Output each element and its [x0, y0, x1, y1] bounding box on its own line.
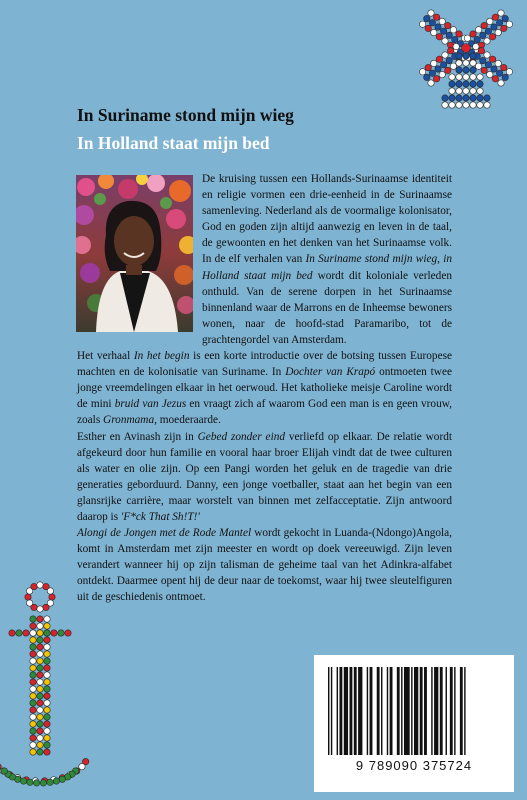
windmill-sail-bead	[501, 25, 507, 31]
windmill-sail-bead	[492, 14, 498, 20]
windmill-sail-bead	[447, 48, 453, 54]
anchor-shaft-bead	[37, 644, 43, 650]
windmill-sail-bead	[473, 43, 479, 49]
anchor-shaft-bead	[30, 637, 36, 643]
windmill-tower-bead	[477, 95, 483, 101]
blurb-paragraph-3	[77, 429, 452, 526]
blurb-text-run: Het verhaal	[77, 350, 134, 363]
windmill-sail-bead	[480, 32, 486, 38]
barcode-bar	[454, 667, 455, 755]
barcode-bar	[411, 667, 412, 755]
title-line-2: In Holland staat mijn bed	[77, 133, 270, 153]
blurb-text-run: is een korte introductie over de botsing tussen Europese machten en de kolonisatie van Suriname. In	[77, 350, 452, 379]
windmill-sail-bead	[487, 18, 493, 24]
windmill-sail-bead	[425, 25, 431, 31]
barcode-bar	[381, 667, 382, 755]
windmill-sail-bead	[431, 60, 437, 66]
windmill-sail-bead	[485, 62, 491, 68]
windmill-sail-bead	[484, 38, 490, 44]
windmill-sail-bead	[470, 31, 476, 37]
windmill-sail-bead	[436, 56, 442, 62]
barcode-bar	[446, 667, 447, 755]
anchor-shaft-bead	[37, 672, 43, 678]
anchor-shaft-bead	[44, 665, 50, 671]
windmill-sail-bead	[428, 80, 434, 86]
windmill-sail-bead	[425, 64, 431, 70]
anchor-arm-bead	[79, 763, 85, 769]
windmill-tower-bead	[470, 53, 476, 59]
windmill-sail-bead	[501, 64, 507, 70]
windmill-tower-bead	[456, 74, 462, 80]
windmill-sail-bead	[480, 57, 486, 63]
blurb-text-run: verliefd op elkaar. De relatie wordt afgekeurd door hun familie en vooral haar broer Elijah vindt dat de twee culturen als water en olie zijn. Op een Pangi worden het geluk en de tragedie van drie generaties geborduurd. Danny, een jonge voetballer, staat aan het begin van een glansrijke carrière, maar worstelt van binnen met zelfacceptatie. Zijn antwoord daarop is	[77, 430, 453, 523]
anchor-shaft-bead	[37, 630, 43, 636]
barcode-bar	[350, 667, 353, 755]
barcode-bar	[358, 667, 362, 755]
anchor-shaft-bead	[44, 637, 50, 643]
anchor-shaft-bead	[30, 686, 36, 692]
windmill-sail-bead	[442, 38, 448, 44]
windmill-tower-bead	[463, 102, 469, 108]
blurb-text-run: wordt dit koloniale verleden onthuld. Van de serene dorpen in het Surinaamse binnenland waar de Marrons en de Inheemse bewoners wonen, naar de hoofd-stad Paramaribo, tot de grachtengordel van Amsterdam.	[202, 269, 452, 346]
windmill-tower-bead	[449, 102, 455, 108]
windmill-sail-bead	[429, 70, 435, 76]
anchor-shaft-bead	[44, 735, 50, 741]
barcode-bar	[460, 667, 463, 755]
anchor-shaft-bead	[37, 700, 43, 706]
barcode-bar	[401, 667, 402, 755]
anchor-crossbar-bead	[16, 630, 22, 636]
windmill-sail-bead	[495, 29, 501, 35]
windmill-sail-bead	[498, 80, 504, 86]
anchor-shaft-bead	[30, 651, 36, 657]
windmill-sail-bead	[431, 29, 437, 35]
anchor-arm-bead	[27, 779, 33, 785]
windmill-tower-bead	[470, 88, 476, 94]
barcode-bar	[344, 667, 348, 755]
barcode-bar	[370, 667, 373, 755]
barcode-bars	[326, 667, 502, 757]
windmill-sail-bead	[453, 43, 459, 49]
windmill-tower-bead	[456, 53, 462, 59]
blurb-text-run: wordt gekocht in Luanda-(Ndongo)Angola, komt in Amsterdam met zijn meester en wordt op doek vereeuwigd. Zijn leven verandert wanneer hij op zijn talisman de geheime taal van het Adinkra-alfabet ontdekt. Daarmee opent hij de deur naar de toekomst, waar hij twee sleutelfiguren uit de geschiedenis ontmoet.	[77, 527, 452, 604]
barcode-bar	[328, 667, 329, 755]
windmill-tower-bead	[456, 88, 462, 94]
anchor-shaft-bead	[44, 658, 50, 664]
anchor-shaft-bead	[37, 749, 43, 755]
anchor-crossbar-bead	[58, 630, 64, 636]
anchor-shaft-bead	[37, 623, 43, 629]
windmill-tower-bead	[463, 81, 469, 87]
windmill-sail-bead	[433, 76, 439, 82]
anchor-shaft-bead	[44, 651, 50, 657]
windmill-sail-bead	[495, 60, 501, 66]
anchor-shaft-bead	[37, 686, 43, 692]
anchor-shaft-bead	[37, 728, 43, 734]
windmill-sail-bead	[496, 20, 502, 26]
anchor-shaft-bead	[37, 679, 43, 685]
windmill-tower-bead	[470, 74, 476, 80]
beaded-anchor-icon	[0, 575, 112, 800]
anchor-shaft-bead	[30, 749, 36, 755]
windmill-sail-bead	[489, 56, 495, 62]
windmill-sail-bead	[489, 34, 495, 40]
anchor-arm-bead	[53, 778, 59, 784]
windmill-sail-bead	[445, 67, 451, 73]
windmill-tower-bead	[442, 102, 448, 108]
anchor-ring-bead	[47, 588, 53, 594]
anchor-shaft-bead	[30, 665, 36, 671]
windmill-tower-bead	[463, 53, 469, 59]
windmill-sail-bead	[506, 69, 512, 75]
windmill-tower-bead	[449, 88, 455, 94]
barcode-bar	[339, 667, 342, 755]
windmill-tower-bead	[456, 102, 462, 108]
windmill-sail-bead	[446, 57, 452, 63]
anchor-shaft-bead	[30, 623, 36, 629]
windmill-sail-bead	[491, 66, 497, 72]
anchor-shaft-bead	[37, 714, 43, 720]
anchor-shaft-bead	[44, 700, 50, 706]
windmill-tower-bead	[449, 95, 455, 101]
windmill-sail-bead	[506, 21, 512, 27]
windmill-sail-bead	[491, 24, 497, 30]
anchor-shaft-bead	[44, 693, 50, 699]
anchor-arm-bead	[59, 776, 65, 782]
story-title: In het begin	[133, 350, 190, 363]
windmill-tower-bead	[470, 60, 476, 66]
windmill-sail-bead	[429, 20, 435, 26]
anchor-shaft-bead	[44, 707, 50, 713]
windmill-sail-bead	[481, 67, 487, 73]
windmill-tower-bead	[477, 81, 483, 87]
anchor-arm-bead	[40, 780, 46, 786]
anchor-shaft-bead	[44, 679, 50, 685]
anchor-shaft-bead	[30, 672, 36, 678]
windmill-sail-bead	[439, 71, 445, 77]
windmill-sail-bead	[496, 70, 502, 76]
windmill-tower-bead	[484, 102, 490, 108]
story-title: bruid van Jezus	[114, 398, 187, 411]
anchor-shaft-bead	[44, 721, 50, 727]
anchor-shaft-bead	[44, 623, 50, 629]
windmill-tower-bead	[442, 95, 448, 101]
anchor-ring-bead	[25, 594, 31, 600]
windmill-tower-bead	[463, 95, 469, 101]
anchor-shaft-bead	[37, 658, 43, 664]
anchor-ring-bead	[31, 583, 37, 589]
barcode-bar	[337, 667, 338, 755]
blurb-text-run: en vraagt zich af waarom God een man is en geen vrouw, zoals	[77, 398, 452, 427]
windmill-tower-bead	[449, 74, 455, 80]
anchor-shaft-bead	[30, 700, 36, 706]
anchor-shaft-bead	[37, 721, 43, 727]
barcode-bar	[377, 667, 380, 755]
barcode-bar	[440, 667, 443, 755]
windmill-tower-bead	[463, 88, 469, 94]
anchor-crossbar-bead	[23, 630, 29, 636]
blurb-text-run: ontmoeten twee jonge vreemdelingen elkaar in het oerwoud. Het katholieke meisje Caroline wordt de mini	[77, 366, 452, 411]
windmill-sail-bead	[424, 15, 430, 21]
windmill-sail-bead	[442, 52, 448, 58]
anchor-shaft-bead	[37, 735, 43, 741]
anchor-shaft-bead	[30, 707, 36, 713]
windmill-sail-bead	[456, 31, 462, 37]
barcode-bar	[404, 667, 410, 755]
anchor-shaft-bead	[30, 630, 36, 636]
windmill-sail-bead	[478, 48, 484, 54]
anchor-shaft-bead	[37, 616, 43, 622]
anchor-shaft-bead	[37, 742, 43, 748]
anchor-shaft-bead	[37, 707, 43, 713]
barcode-bar	[354, 667, 357, 755]
anchor-shaft-bead	[30, 714, 36, 720]
windmill-tower-bead	[463, 60, 469, 66]
windmill-sail-bead	[440, 62, 446, 68]
anchor-shaft-bead	[44, 714, 50, 720]
anchor-ring-bead	[26, 600, 32, 606]
anchor-shaft-bead	[44, 728, 50, 734]
anchor-shaft-bead	[44, 644, 50, 650]
beaded-windmill-icon	[404, 0, 527, 116]
windmill-tower-bead	[456, 60, 462, 66]
anchor-crossbar-bead	[51, 630, 57, 636]
windmill-sail-bead	[439, 18, 445, 24]
story-title: In Suriname stond mijn wieg, in Holland staat mijn bed	[202, 253, 452, 282]
anchor-shaft-bead	[37, 651, 43, 657]
windmill-tower-bead	[477, 74, 483, 80]
blurb-text-run: De kruising tussen een Hollands-Surinaamse identiteit en religie vormen een drie-eenheid in de Surinaamse samenleving. Nederland als de voormalige kolonisator, God en goden zijn altijd aanwezig en leven in de taal, de gewoonten en het denken van het Surinaamse volk. In de elf verhalen van	[202, 173, 452, 266]
anchor-arm-bead	[47, 779, 53, 785]
anchor-shaft-bead	[37, 665, 43, 671]
windmill-sail-bead	[481, 22, 487, 28]
windmill-hub-bead	[462, 44, 471, 53]
windmill-sail-bead	[419, 69, 425, 75]
windmill-sail-bead	[440, 28, 446, 34]
windmill-sail-bead	[428, 10, 434, 16]
barcode-bar	[397, 667, 400, 755]
isbn-barcode	[314, 655, 514, 792]
windmill-sail-bead	[424, 74, 430, 80]
windmill-sail-bead	[436, 34, 442, 40]
title-line-1: In Suriname stond mijn wieg	[77, 105, 294, 125]
anchor-shaft-bead	[44, 749, 50, 755]
anchor-ring-bead	[49, 594, 55, 600]
windmill-tower-bead	[484, 95, 490, 101]
anchor-shaft-bead	[37, 637, 43, 643]
windmill-tower-bead	[449, 81, 455, 87]
anchor-shaft-bead	[30, 742, 36, 748]
anchor-arm-bead	[20, 778, 26, 784]
barcode-bar	[434, 667, 438, 755]
barcode-bar	[420, 667, 423, 755]
windmill-tower-bead	[456, 95, 462, 101]
windmill-sail-bead	[484, 52, 490, 58]
anchor-arm-bead	[33, 780, 39, 786]
blurb-text	[77, 171, 452, 606]
anchor-crossbar-bead	[9, 630, 15, 636]
windmill-tower-bead	[463, 74, 469, 80]
anchor-shaft-bead	[30, 644, 36, 650]
windmill-sail-bead	[464, 35, 470, 41]
windmill-sail-bead	[450, 27, 456, 33]
story-title: Dochter van Krapó	[285, 366, 376, 379]
anchor-shaft-bead	[44, 672, 50, 678]
barcode-bar	[390, 667, 393, 755]
isbn-number: 9 789090 375724	[355, 758, 473, 773]
anchor-shaft-bead	[37, 693, 43, 699]
windmill-sail-bead	[492, 76, 498, 82]
photo-spacer	[77, 171, 202, 334]
windmill-tower-bead	[477, 88, 483, 94]
story-title: Alongi de Jongen met de Rode Mantel	[77, 527, 252, 540]
windmill-sail-bead	[445, 22, 451, 28]
blurb-text-run: , moederaarde.	[154, 414, 221, 427]
anchor-shaft-bead	[30, 679, 36, 685]
windmill-sail-bead	[419, 21, 425, 27]
barcode-bar	[431, 667, 432, 755]
barcode-bar	[424, 667, 427, 755]
windmill-sail-bead	[475, 27, 481, 33]
windmill-sail-bead	[487, 71, 493, 77]
anchor-shaft-bead	[44, 616, 50, 622]
anchor-shaft-bead	[30, 735, 36, 741]
windmill-tower-bead	[463, 67, 469, 73]
windmill-sail-bead	[498, 10, 504, 16]
anchor-shaft-bead	[30, 721, 36, 727]
windmill-sail-bead	[502, 74, 508, 80]
windmill-tower-bead	[456, 67, 462, 73]
windmill-sail-bead	[435, 24, 441, 30]
story-title: Gronmama	[103, 414, 155, 427]
anchor-shaft-bead	[30, 658, 36, 664]
story-title: 'F*ck That Sh!T!'	[120, 510, 200, 523]
blurb-paragraph-4	[77, 525, 452, 605]
anchor-ring-bead	[37, 582, 43, 588]
windmill-tower-bead	[477, 102, 483, 108]
windmill-tower-bead	[470, 67, 476, 73]
anchor-shaft-bead	[30, 616, 36, 622]
windmill-sail-bead	[502, 15, 508, 21]
windmill-tower-bead	[470, 95, 476, 101]
story-title: Gebed zonder eind	[197, 430, 286, 443]
windmill-sail-bead	[446, 32, 452, 38]
barcode-bar	[464, 667, 465, 755]
blurb-text-run: Esther en Avinash zijn in	[77, 430, 198, 443]
anchor-shaft-bead	[30, 693, 36, 699]
barcode-bar	[367, 667, 368, 755]
windmill-tower-bead	[470, 102, 476, 108]
blurb-paragraph-2	[77, 348, 452, 428]
anchor-ring-bead	[37, 606, 43, 612]
windmill-sail-bead	[474, 36, 480, 42]
anchor-arm-bead	[1, 768, 7, 774]
windmill-sail-bead	[485, 28, 491, 34]
windmill-sail-bead	[435, 66, 441, 72]
anchor-crossbar-bead	[65, 630, 71, 636]
windmill-sail-bead	[433, 14, 439, 20]
windmill-tower-bead	[456, 81, 462, 87]
anchor-shaft-bead	[44, 742, 50, 748]
barcode-bar	[331, 667, 332, 755]
windmill-sail-bead	[452, 36, 458, 42]
barcode-bar	[387, 667, 388, 755]
anchor-shaft-bead	[44, 686, 50, 692]
windmill-tower-bead	[470, 81, 476, 87]
anchor-shaft-bead	[30, 728, 36, 734]
anchor-shaft-bead	[44, 630, 50, 636]
barcode-bar	[414, 667, 418, 755]
anchor-ring-bead	[43, 604, 49, 610]
barcode-bar	[450, 667, 453, 755]
